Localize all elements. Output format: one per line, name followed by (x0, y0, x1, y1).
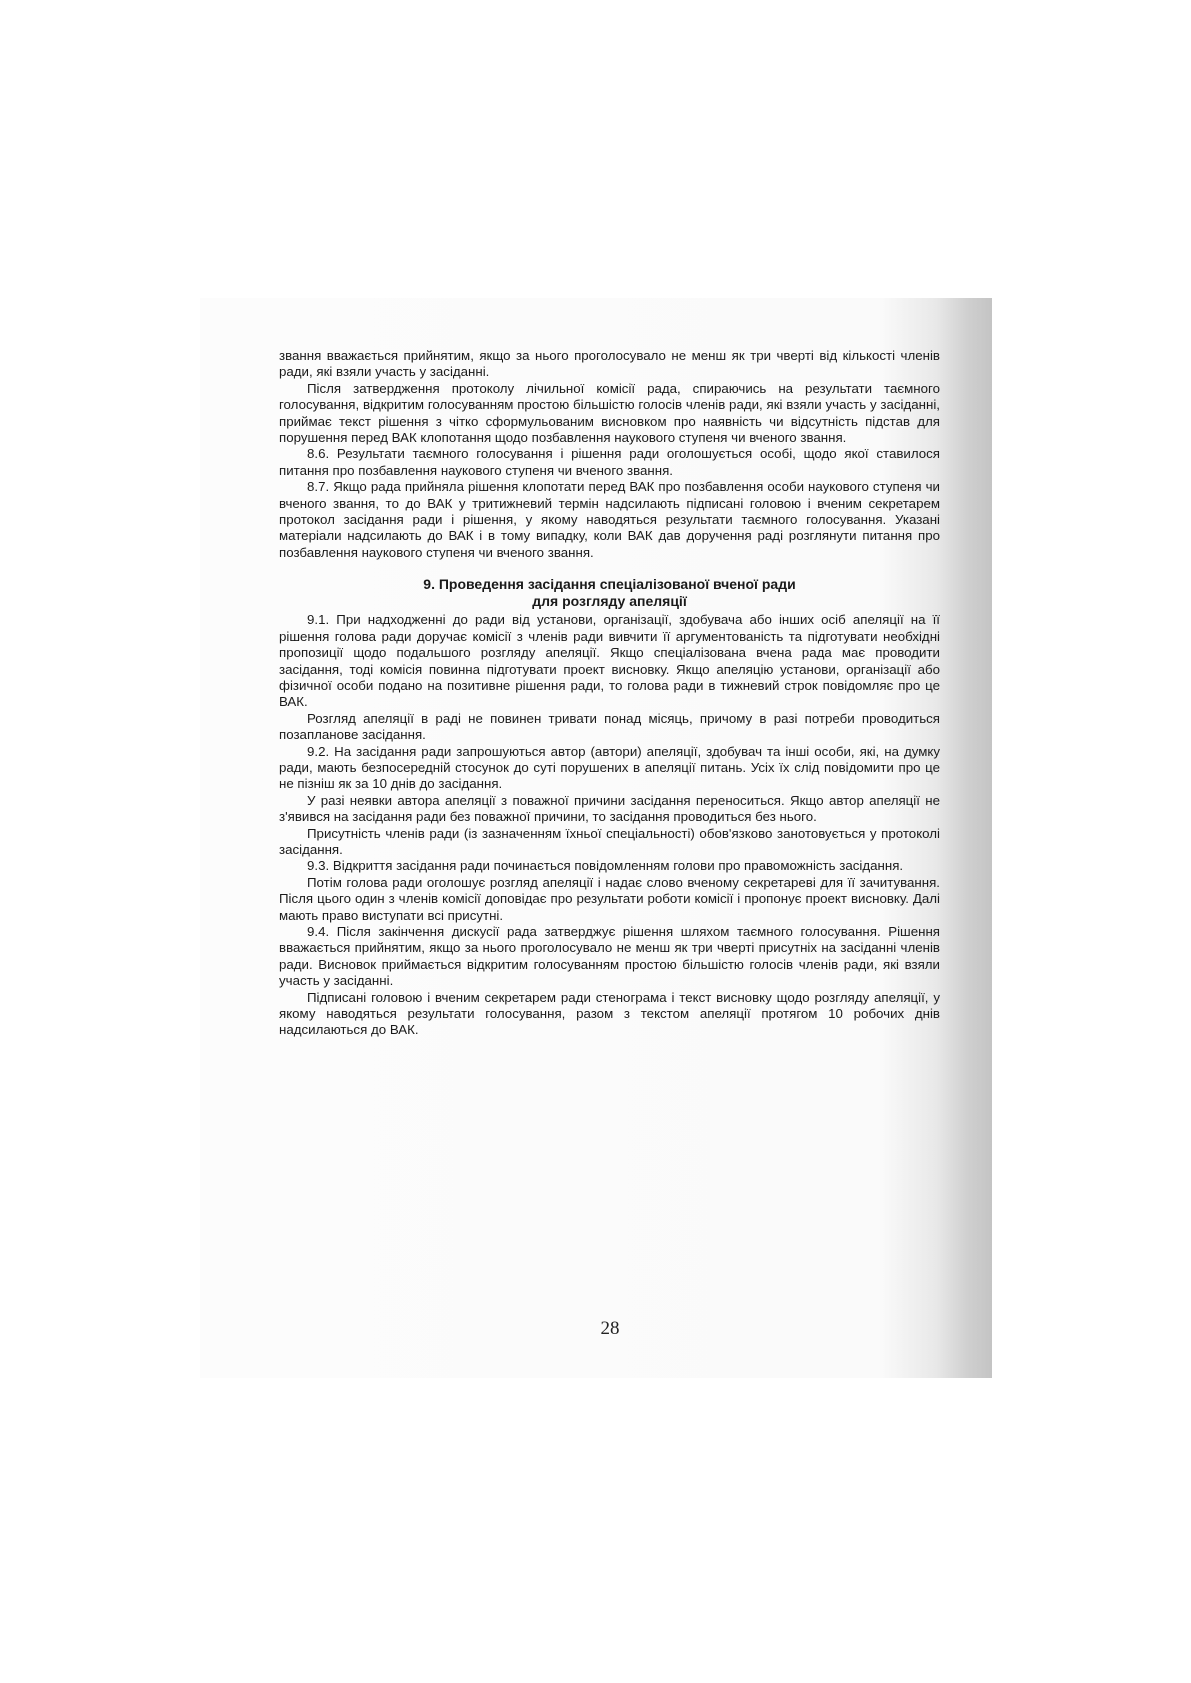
paragraph: 8.6. Результати таємного голосування і рішення ради оголошується особі, щодо якої ставилося питання про позбавлення наукового ступеня чи вченого звання. (279, 446, 940, 478)
paragraph: Після затвердження протоколу лічильної комісії рада, спираючись на результати таємного голосування, відкритим голосуванням простою більшістю голосів членів ради, які взяли участь у засіданні, приймає текст рішення з чітко сформульованим висновком про наявність чи відсутність підстав для порушення перед ВАК клопотання щодо позбавлення наукового ступеня чи вченого звання. (279, 380, 940, 446)
document-body (279, 348, 940, 1039)
page-number: 28 (600, 1318, 620, 1339)
paragraph: звання вважається прийнятим, якщо за нього проголосувало не менш як три чверті від кількості членів ради, які взяли участь у засіданні. (279, 348, 940, 380)
paragraph: 8.7. Якщо рада прийняла рішення клопотати перед ВАК про позбавлення особи наукового ступеня чи вченого звання, то до ВАК у тритижневий термін надсилають підписані головою і вченим секретарем протокол засідання ради і рішення, у якому наводяться результати таємного голосування. Указані матеріали надсилають до ВАК і в тому випадку, коли ВАК дав доручення раді розглянути питання про позбавлення наукового ступеня чи вченого звання. (279, 479, 940, 560)
paragraph: У разі неявки автора апеляції з поважної причини засідання переноситься. Якщо автор апеляції не з'явився на засідання ради без поважної причини, то засідання проводиться без нього. (279, 792, 940, 825)
paragraph: Присутність членів ради (із зазначенням їхньої спеціальності) обов'язково занотовується у протоколі засідання. (279, 825, 940, 857)
paragraph: Потім голова ради оголошує розгляд апеляції і надає слово вченому секретареві для її зачитування. Після цього один з членів комісії доповідає про результати роботи комісії і пропонує проект висновку. Далі мають право виступати всі присутні. (279, 874, 940, 923)
section-heading-line: для розгляду апеляції (532, 593, 687, 610)
paragraph: 9.3. Відкриття засідання ради починається повідомленням голови про правоможність засідання. (307, 858, 904, 874)
paragraph: 9.1. При надходженні до ради від установи, організації, здобувача або інших осіб апеляції на її рішення голова ради доручає комісії з членів ради вивчити її аргументованість та підготувати необхідні пропозиції щодо подальшого розгляду апеляції. Якщо спеціалізована вчена рада має проводити засідання, тоді комісія повинна підготувати проект висновку. Якщо апеляцію установи, організації або фізичної особи подано на позитивне рішення ради, то голова ради в тижневий строк повідомляє про це ВАК. (279, 612, 940, 710)
paragraph: Підписані головою і вченим секретарем ради стенограма і текст висновку щодо розгляду апеляції, у якому наводяться результати голосування, разом з текстом апеляції протягом 10 робочих днів надсилаються до ВАК. (279, 989, 940, 1038)
paragraph: Розгляд апеляції в раді не повинен тривати понад місяць, причому в разі потреби проводиться позапланове засідання. (279, 710, 940, 743)
paragraph: 9.4. Після закінчення дискусії рада затверджує рішення шляхом таємного голосування. Рішення вважається прийнятим, якщо за нього проголосувало не менш як три чверті присутніх на засіданні членів ради. Висновок приймається відкритим голосуванням простою більшістю голосів членів ради, які взяли участь у засіданні. (279, 924, 940, 989)
section-heading (279, 576, 940, 610)
section-heading-line: 9. Проведення засідання спеціалізованої вченої ради (423, 576, 796, 593)
paragraph: 9.2. На засідання ради запрошуються автор (автори) апеляції, здобувач та інші особи, які, на думку ради, мають безпосередній стосунок до суті порушених в апеляції питань. Усіх їх слід повідомити про це не пізніш як за 10 днів до засідання. (279, 743, 940, 792)
